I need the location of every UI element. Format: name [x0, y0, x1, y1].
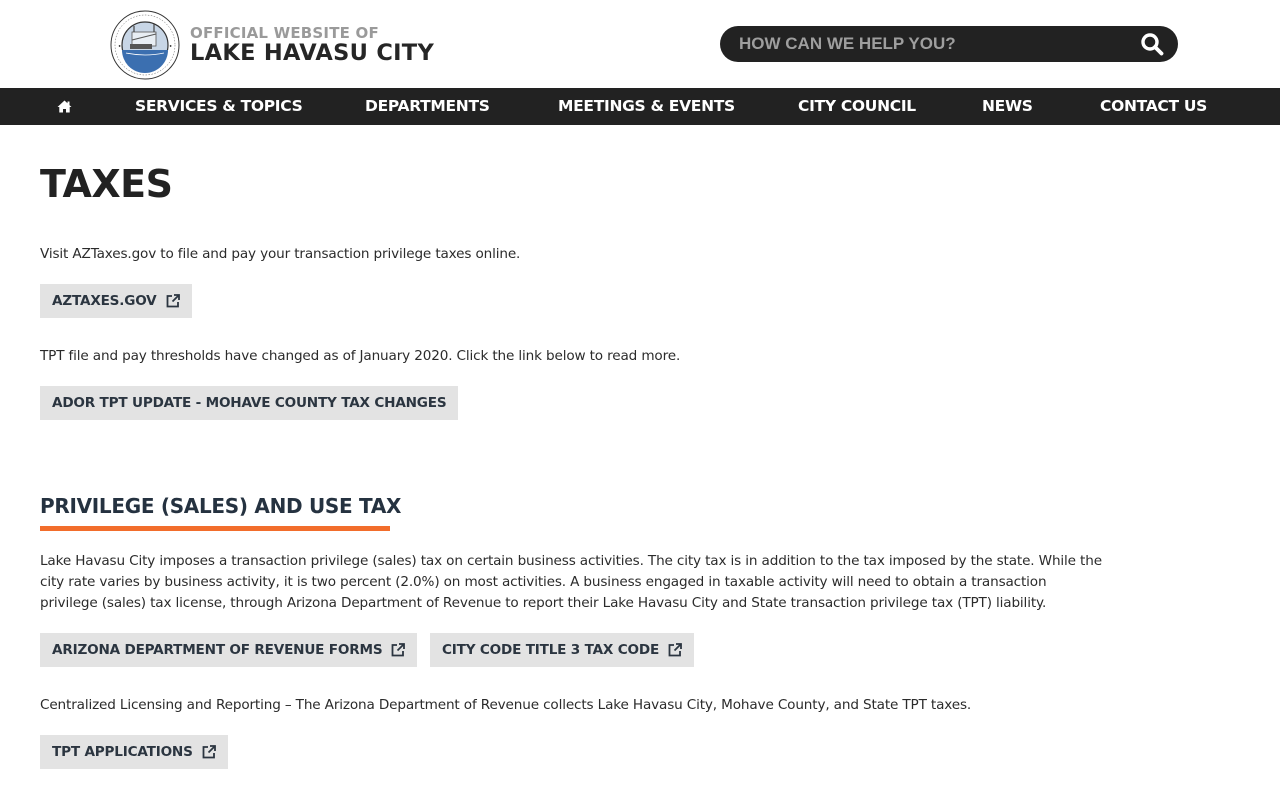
page-title: TAXES	[40, 162, 173, 206]
logo-text	[190, 23, 435, 66]
privilege-tax-body-line-1: Lake Havasu City imposes a transaction privilege (sales) tax on certain business activities. The city tax is in addition to the tax imposed by the state. While the	[40, 553, 1102, 569]
nav-city-council[interactable]: CITY COUNCIL	[798, 97, 916, 115]
svg-text:•: •	[118, 44, 122, 50]
ador-tpt-update-button[interactable]	[40, 386, 458, 420]
search-icon	[1140, 32, 1164, 56]
external-link-icon	[166, 294, 180, 308]
site-header	[0, 0, 1280, 88]
site-logo-link[interactable]	[110, 9, 434, 81]
svg-text:•: •	[169, 44, 173, 50]
city-seal-icon	[110, 10, 180, 80]
logo-title: LAKE HAVASU CITY	[190, 39, 435, 66]
aztaxes-button-label: AZTAXES.GOV	[52, 293, 157, 309]
site-search	[720, 26, 1178, 62]
ador-forms-label: ARIZONA DEPARTMENT OF REVENUE FORMS	[52, 642, 383, 658]
tpt-threshold-text: TPT file and pay thresholds have changed as of January 2020. Click the link below to read more.	[40, 348, 681, 364]
tpt-applications-label: TPT APPLICATIONS	[52, 744, 193, 760]
search-input[interactable]	[720, 26, 1130, 62]
privilege-tax-body-line-3: privilege (sales) tax license, through Arizona Department of Revenue to report their Lake Havasu City and State transaction privilege tax (TPT) liability.	[40, 595, 1047, 611]
logo-subtitle: OFFICIAL WEBSITE OF	[190, 23, 379, 42]
section-title-underline	[40, 526, 390, 531]
nav-services-topics[interactable]: SERVICES & TOPICS	[135, 97, 303, 115]
main-navigation	[0, 88, 1280, 125]
section-title-privilege-tax: PRIVILEGE (SALES) AND USE TAX	[40, 494, 402, 518]
external-link-icon	[391, 643, 405, 657]
external-link-icon	[668, 643, 682, 657]
ador-tpt-update-label: ADOR TPT UPDATE - MOHAVE COUNTY TAX CHANGES	[52, 395, 447, 411]
nav-news[interactable]: NEWS	[982, 97, 1033, 115]
city-code-title-3-button[interactable]	[430, 633, 694, 667]
aztaxes-button[interactable]	[40, 284, 192, 318]
nav-home-link[interactable]	[56, 88, 72, 125]
nav-contact-us[interactable]: CONTACT US	[1100, 97, 1207, 115]
nav-meetings-events[interactable]: MEETINGS & EVENTS	[558, 97, 735, 115]
nav-departments[interactable]: DEPARTMENTS	[365, 97, 490, 115]
privilege-tax-body-line-2: city rate varies by business activity, it is two percent (2.0%) on most activities. A business engaged in taxable activity will need to obtain a transaction	[40, 574, 1047, 590]
city-code-title-3-label: CITY CODE TITLE 3 TAX CODE	[442, 642, 660, 658]
external-link-icon	[202, 745, 216, 759]
search-button[interactable]	[1130, 26, 1174, 62]
home-icon	[57, 100, 72, 113]
city-seal-logo	[110, 10, 180, 80]
centralized-licensing-text: Centralized Licensing and Reporting – The Arizona Department of Revenue collects Lake Havasu City, Mohave County, and State TPT taxes.	[40, 697, 972, 713]
ador-forms-button[interactable]	[40, 633, 417, 667]
aztaxes-intro-text: Visit AZTaxes.gov to file and pay your transaction privilege taxes online.	[40, 246, 521, 262]
tpt-applications-button[interactable]	[40, 735, 228, 769]
